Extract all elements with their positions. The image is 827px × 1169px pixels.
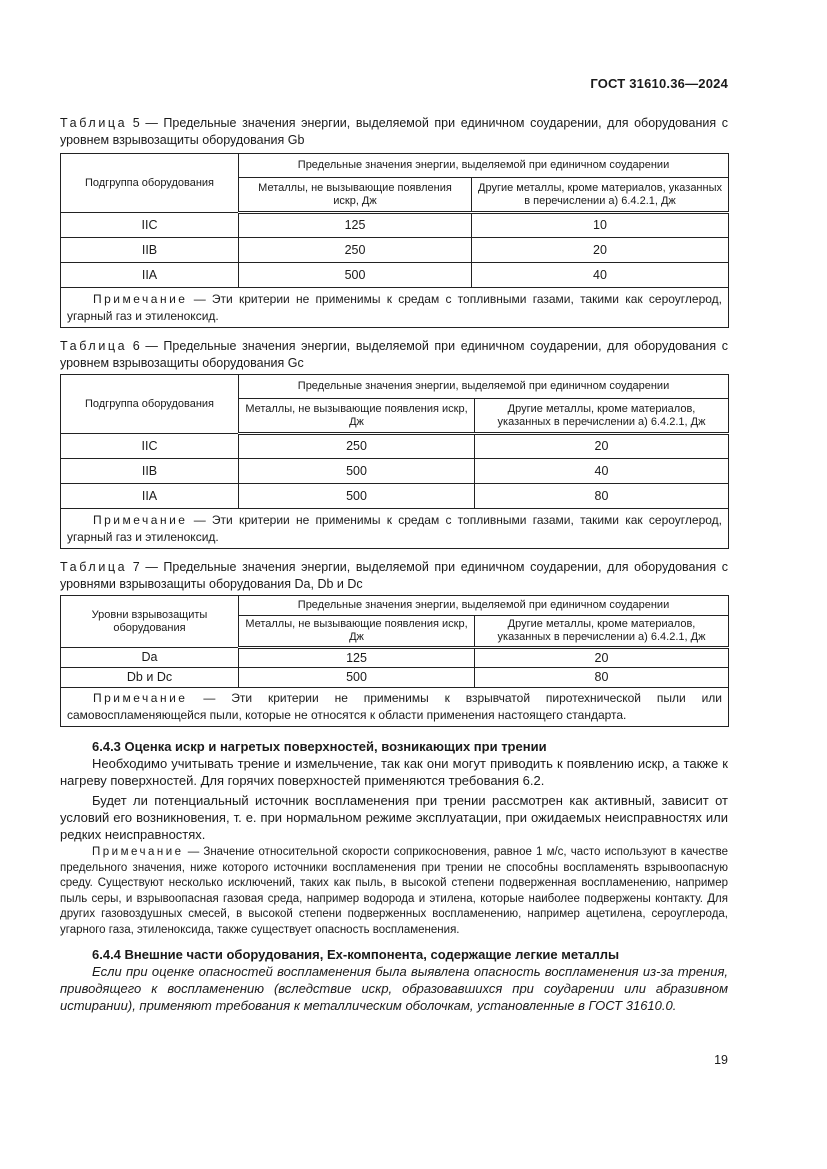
table-7-caption-label: Таблица (60, 560, 128, 574)
table-6 (60, 374, 729, 549)
document-id: ГОСТ 31610.36—2024 (590, 76, 728, 91)
table-7-group-header: Предельные значения энергии, выделяемой при единичном соударении (239, 596, 729, 616)
table-6-col3-header: Другие металлы, кроме материалов, указанных в перечислении а) 6.4.2.1, Дж (475, 399, 729, 434)
table-row: Db и Dc 500 80 (61, 668, 729, 688)
section-6-4-3-note-label: Примечание (92, 846, 184, 858)
table-5 (60, 153, 729, 328)
page-number: 19 (714, 1053, 728, 1067)
section-6-4-3-para-2: Будет ли потенциальный источник воспламенения при трении рассмотрен как активный, зависит от условий его возникновения, т. е. при нормальном режиме эксплуатации, при ожидаемых неисправностях или редких неисправностях. (60, 793, 728, 842)
table-row: IIA 500 80 (61, 484, 729, 509)
section-6-4-4-heading: 6.4.4 Внешние части оборудования, Ex-компонента, содержащие легкие металлы (92, 947, 620, 962)
section-6-4-3-heading: 6.4.3 Оценка искр и нагретых поверхностей, возникающих при трении (92, 739, 547, 754)
table-6-note-label: Примечание (93, 512, 188, 527)
table-6-caption-label: Таблица (60, 339, 128, 353)
section-6-4-3-para-1: Необходимо учитывать трение и измельчение, так как они могут приводить к появлению искр, а также к нагреву поверхностей. Для горячих поверхностей применяются требования 6.2. (60, 756, 728, 788)
table-7-caption-text: 7 — Предельные значения энергии, выделяемой при единичном соударении, для оборудования с уровнями взрывозащиты оборудования Da, Db и Dc (60, 560, 728, 591)
table-6-col2-header: Металлы, не вызывающие появления искр, Дж (239, 399, 475, 434)
table-7-col1-header: Уровни взрывозащиты оборудования (61, 596, 239, 648)
table-5-col2-header: Металлы, не вызывающие появления искр, Дж (239, 178, 472, 213)
table-5-note-label: Примечание (93, 291, 188, 306)
table-7-col2-header: Металлы, не вызывающие появления искр, Дж (239, 616, 475, 648)
table-row: IIB 250 20 (61, 238, 729, 263)
section-6-4-4-para-1: Если при оценке опасностей воспламенения была выявлена опасность воспламенения из-за трения, приводящего к воспламенению (вследствие искр, образовавшихся при соударении или абразивном истирании), применяют требования к металлическим оболочкам, установленные в ГОСТ 31610.0. (60, 964, 728, 1013)
table-5-col1-header: Подгруппа оборудования (61, 154, 239, 213)
table-5-group-header: Предельные значения энергии, выделяемой при единичном соударении (239, 154, 729, 178)
table-5-note-text: — Эти критерии не применимы к средам с топливными газами, такими как сероуглерод, угарный газ и этиленоксид. (67, 291, 723, 323)
section-6-4-3 (60, 738, 728, 843)
table-row: IIC 250 20 (61, 434, 729, 459)
table-5-note (61, 288, 729, 328)
table-6-caption (60, 338, 728, 372)
section-6-4-3-note (60, 845, 728, 938)
table-5-caption-label: Таблица (60, 116, 128, 130)
section-6-4-4 (60, 946, 728, 1014)
table-6-note-text: — Эти критерии не применимы к средам с топливными газами, такими как сероуглерод, угарный газ и этиленоксид. (67, 512, 723, 544)
table-6-col1-header: Подгруппа оборудования (61, 375, 239, 434)
table-row: IIC 125 10 (61, 213, 729, 238)
table-7-caption (60, 559, 728, 593)
table-7-note (61, 688, 729, 727)
table-row: IIB 500 40 (61, 459, 729, 484)
table-7 (60, 595, 729, 727)
table-7-note-label: Примечание (93, 691, 188, 705)
table-6-group-header: Предельные значения энергии, выделяемой при единичном соударении (239, 375, 729, 399)
table-6-caption-text: 6 — Предельные значения энергии, выделяемой при единичном соударении, для оборудования с уровнем взрывозащиты оборудования Gc (60, 339, 728, 370)
table-5-col3-header: Другие металлы, кроме материалов, указанных в перечислении а) 6.4.2.1, Дж (472, 178, 729, 213)
table-6-note (61, 509, 729, 549)
section-6-4-3-note-text: — Значение относительной скорости соприкосновения, равное 1 м/с, часто используют в качестве предельного значения, ниже которого источники воспламенения при трении не способны воспламенять взрывоопасную среду. Существуют несколько исключений, таких как пыль, в высокой степени подверженная воспламенению, например пыль серы, и взрывоопасная газовая среда, например водорода и этилена, которые наиболее подвержены контакту. Для других газовоздушных смесей, в высокой степени подверженных воспламенению, например ацетилена, сероуглерода, угарного газа, этиленоксида, также существует опасность воспламенения. (60, 846, 728, 936)
table-5-caption (60, 115, 728, 149)
table-row: IIA 500 40 (61, 263, 729, 288)
table-7-col3-header: Другие металлы, кроме материалов, указанных в перечислении а) 6.4.2.1, Дж (475, 616, 729, 648)
table-5-caption-text: 5 — Предельные значения энергии, выделяемой при единичном соударении, для оборудования с уровнем взрывозащиты оборудования Gb (60, 116, 728, 147)
table-7-note-text: — Эти критерии не применимы к взрывчатой пиротехнической пыли или самовоспламеняющейся пыли, которые не относятся к области применения настоящего стандарта. (67, 691, 723, 722)
table-row: Da 125 20 (61, 648, 729, 668)
